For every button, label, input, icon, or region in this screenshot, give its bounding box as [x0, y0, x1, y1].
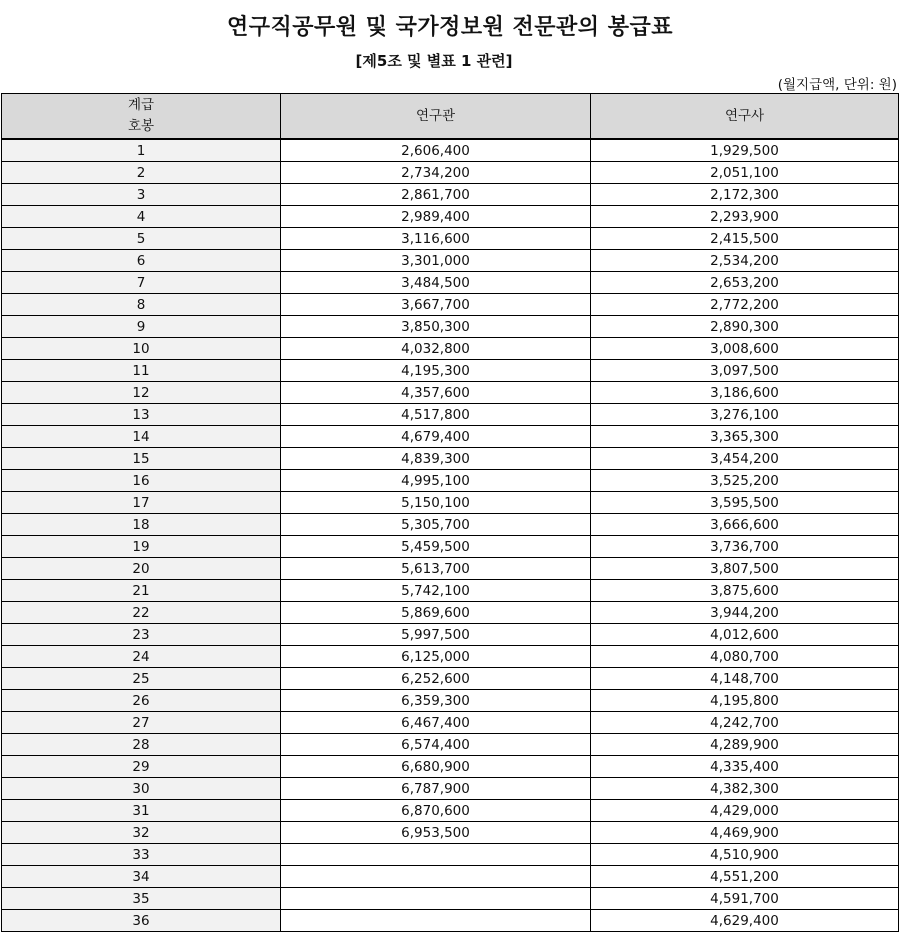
researcher-salary-cell: 6,574,400 — [281, 734, 591, 756]
assistant-salary-cell: 3,454,200 — [591, 448, 899, 470]
assistant-salary-cell: 3,186,600 — [591, 382, 899, 404]
step-cell: 17 — [2, 492, 281, 514]
assistant-salary-cell: 2,653,200 — [591, 272, 899, 294]
header-grade-step — [2, 94, 281, 140]
step-cell: 28 — [2, 734, 281, 756]
researcher-salary-cell: 4,839,300 — [281, 448, 591, 470]
assistant-salary-cell: 3,097,500 — [591, 360, 899, 382]
assistant-salary-cell: 1,929,500 — [591, 139, 899, 162]
assistant-salary-cell: 2,772,200 — [591, 294, 899, 316]
researcher-salary-cell: 3,484,500 — [281, 272, 591, 294]
header-researcher: 연구관 — [281, 94, 591, 140]
table-row — [2, 580, 899, 602]
researcher-salary-cell: 2,734,200 — [281, 162, 591, 184]
assistant-salary-cell: 4,551,200 — [591, 866, 899, 888]
researcher-salary-cell: 6,787,900 — [281, 778, 591, 800]
table-row — [2, 206, 899, 228]
step-cell: 14 — [2, 426, 281, 448]
table-row — [2, 294, 899, 316]
assistant-salary-cell: 4,289,900 — [591, 734, 899, 756]
researcher-salary-cell: 6,252,600 — [281, 668, 591, 690]
table-row — [2, 756, 899, 778]
assistant-salary-cell: 4,469,900 — [591, 822, 899, 844]
table-row — [2, 646, 899, 668]
table-row — [2, 514, 899, 536]
researcher-salary-cell: 4,679,400 — [281, 426, 591, 448]
table-row — [2, 668, 899, 690]
assistant-salary-cell: 4,510,900 — [591, 844, 899, 866]
assistant-salary-cell: 4,629,400 — [591, 910, 899, 932]
researcher-salary-cell: 4,032,800 — [281, 338, 591, 360]
header-grade-label: 계급 — [127, 97, 155, 113]
researcher-salary-cell: 6,870,600 — [281, 800, 591, 822]
table-header — [2, 94, 899, 140]
table-row — [2, 250, 899, 272]
table-row — [2, 888, 899, 910]
researcher-salary-cell: 4,517,800 — [281, 404, 591, 426]
assistant-salary-cell: 4,080,700 — [591, 646, 899, 668]
assistant-salary-cell: 3,595,500 — [591, 492, 899, 514]
researcher-salary-cell: 5,742,100 — [281, 580, 591, 602]
researcher-salary-cell: 6,359,300 — [281, 690, 591, 712]
researcher-salary-cell: 2,861,700 — [281, 184, 591, 206]
table-row — [2, 228, 899, 250]
researcher-salary-cell: 6,467,400 — [281, 712, 591, 734]
step-cell: 9 — [2, 316, 281, 338]
table-row — [2, 316, 899, 338]
assistant-salary-cell: 2,415,500 — [591, 228, 899, 250]
table-row — [2, 602, 899, 624]
step-cell: 10 — [2, 338, 281, 360]
table-body — [2, 139, 899, 932]
researcher-salary-cell — [281, 844, 591, 866]
assistant-salary-cell: 2,172,300 — [591, 184, 899, 206]
step-cell: 8 — [2, 294, 281, 316]
step-cell: 16 — [2, 470, 281, 492]
assistant-salary-cell: 2,293,900 — [591, 206, 899, 228]
step-cell: 21 — [2, 580, 281, 602]
researcher-salary-cell: 3,850,300 — [281, 316, 591, 338]
assistant-salary-cell: 4,012,600 — [591, 624, 899, 646]
step-cell: 15 — [2, 448, 281, 470]
researcher-salary-cell: 5,459,500 — [281, 536, 591, 558]
researcher-salary-cell: 3,301,000 — [281, 250, 591, 272]
step-cell: 19 — [2, 536, 281, 558]
researcher-salary-cell: 6,125,000 — [281, 646, 591, 668]
assistant-salary-cell: 3,365,300 — [591, 426, 899, 448]
assistant-salary-cell: 4,148,700 — [591, 668, 899, 690]
assistant-salary-cell: 2,051,100 — [591, 162, 899, 184]
step-cell: 20 — [2, 558, 281, 580]
table-row — [2, 778, 899, 800]
unit-note: (월지급액, 단위: 원) — [777, 77, 897, 93]
step-cell: 4 — [2, 206, 281, 228]
assistant-salary-cell: 4,242,700 — [591, 712, 899, 734]
researcher-salary-cell: 6,953,500 — [281, 822, 591, 844]
table-row — [2, 712, 899, 734]
step-cell: 25 — [2, 668, 281, 690]
table-row — [2, 734, 899, 756]
step-cell: 6 — [2, 250, 281, 272]
step-cell: 3 — [2, 184, 281, 206]
table-row — [2, 360, 899, 382]
assistant-salary-cell: 3,875,600 — [591, 580, 899, 602]
table-row — [2, 844, 899, 866]
assistant-salary-cell: 3,807,500 — [591, 558, 899, 580]
assistant-salary-cell: 2,534,200 — [591, 250, 899, 272]
researcher-salary-cell: 4,195,300 — [281, 360, 591, 382]
table-row — [2, 822, 899, 844]
table-row — [2, 404, 899, 426]
table-row — [2, 558, 899, 580]
researcher-salary-cell: 5,305,700 — [281, 514, 591, 536]
step-cell: 29 — [2, 756, 281, 778]
step-cell: 2 — [2, 162, 281, 184]
step-cell: 27 — [2, 712, 281, 734]
assistant-salary-cell: 3,944,200 — [591, 602, 899, 624]
table-row — [2, 162, 899, 184]
researcher-salary-cell: 5,869,600 — [281, 602, 591, 624]
step-cell: 7 — [2, 272, 281, 294]
step-cell: 26 — [2, 690, 281, 712]
salary-table — [1, 93, 899, 932]
step-cell: 31 — [2, 800, 281, 822]
table-row — [2, 866, 899, 888]
assistant-salary-cell: 4,382,300 — [591, 778, 899, 800]
table-row — [2, 184, 899, 206]
assistant-salary-cell: 4,429,000 — [591, 800, 899, 822]
page-subtitle: [제5조 및 별표 1 관련] — [355, 52, 513, 70]
table-row — [2, 139, 899, 162]
step-cell: 5 — [2, 228, 281, 250]
table-row — [2, 448, 899, 470]
assistant-salary-cell: 4,195,800 — [591, 690, 899, 712]
table-row — [2, 800, 899, 822]
researcher-salary-cell — [281, 866, 591, 888]
table-row — [2, 338, 899, 360]
step-cell: 18 — [2, 514, 281, 536]
assistant-salary-cell: 4,591,700 — [591, 888, 899, 910]
assistant-salary-cell: 3,008,600 — [591, 338, 899, 360]
table-row — [2, 272, 899, 294]
researcher-salary-cell: 3,116,600 — [281, 228, 591, 250]
step-cell: 32 — [2, 822, 281, 844]
step-cell: 12 — [2, 382, 281, 404]
assistant-salary-cell: 3,666,600 — [591, 514, 899, 536]
assistant-salary-cell: 3,736,700 — [591, 536, 899, 558]
step-cell: 1 — [2, 139, 281, 162]
assistant-salary-cell: 4,335,400 — [591, 756, 899, 778]
assistant-salary-cell: 2,890,300 — [591, 316, 899, 338]
table-row — [2, 624, 899, 646]
step-cell: 22 — [2, 602, 281, 624]
researcher-salary-cell: 5,150,100 — [281, 492, 591, 514]
researcher-salary-cell: 2,606,400 — [281, 139, 591, 162]
researcher-salary-cell: 4,995,100 — [281, 470, 591, 492]
step-cell: 11 — [2, 360, 281, 382]
header-assistant: 연구사 — [591, 94, 899, 140]
researcher-salary-cell: 4,357,600 — [281, 382, 591, 404]
researcher-salary-cell: 3,667,700 — [281, 294, 591, 316]
researcher-salary-cell — [281, 888, 591, 910]
step-cell: 36 — [2, 910, 281, 932]
assistant-salary-cell: 3,276,100 — [591, 404, 899, 426]
step-cell: 24 — [2, 646, 281, 668]
step-cell: 13 — [2, 404, 281, 426]
header-step-label: 호봉 — [127, 118, 155, 134]
table-row — [2, 492, 899, 514]
step-cell: 35 — [2, 888, 281, 910]
table-row — [2, 426, 899, 448]
researcher-salary-cell: 5,997,500 — [281, 624, 591, 646]
step-cell: 30 — [2, 778, 281, 800]
step-cell: 23 — [2, 624, 281, 646]
step-cell: 33 — [2, 844, 281, 866]
step-cell: 34 — [2, 866, 281, 888]
assistant-salary-cell: 3,525,200 — [591, 470, 899, 492]
researcher-salary-cell — [281, 910, 591, 932]
table-row — [2, 470, 899, 492]
table-row — [2, 536, 899, 558]
researcher-salary-cell: 2,989,400 — [281, 206, 591, 228]
table-row — [2, 690, 899, 712]
table-row — [2, 382, 899, 404]
page-title: 연구직공무원 및 국가정보원 전문관의 봉급표 — [227, 15, 673, 40]
researcher-salary-cell: 5,613,700 — [281, 558, 591, 580]
table-row — [2, 910, 899, 932]
researcher-salary-cell: 6,680,900 — [281, 756, 591, 778]
